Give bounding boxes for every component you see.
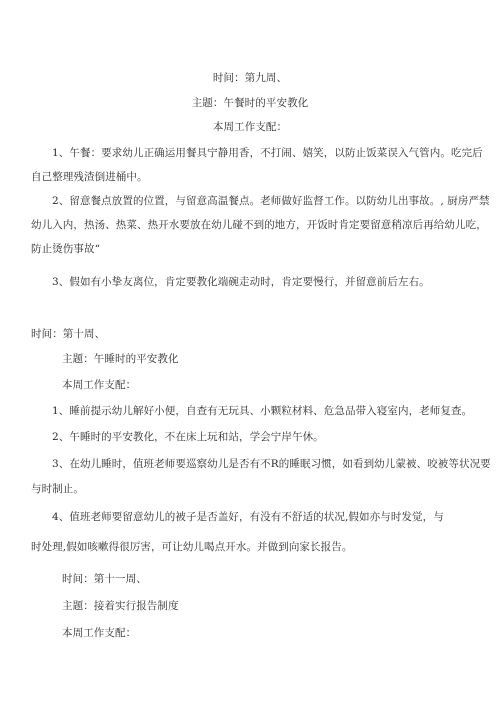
section1-theme: 主题：午餐时的平安教化 xyxy=(191,97,309,109)
section1-item-2-cont-a: 幼儿入内，热汤、热菜、热开水要放在幼儿碰不到的地方，开饭时肯定要留意稍凉后再给幼儿吃， xyxy=(31,219,487,231)
section2-item-3: 3、在幼儿睡时，值班老师要巡察幼儿是否有不R的睡眠习惯，如看到幼儿蒙被、咬被等状况要 xyxy=(52,458,491,470)
section2-theme: 主题：午睡时的平安教化 xyxy=(62,353,179,365)
section3-time: 时间：第十一周、 xyxy=(62,573,147,585)
section2-item-1: 1、睡前提示幼儿解好小便，自查有无玩具、小颗粒材料、危急品带入寝室内，老师复查。 xyxy=(52,405,473,417)
section3-theme: 主题：接着实行报告制度 xyxy=(62,600,179,612)
section1-item-1-cont: 自己整理残渣倒进桶中。 xyxy=(31,171,148,183)
section1-item-2: 2、留意餐点放置的位置，与留意高温餐点。老师做好监督工作。以防幼儿出事故。, 厨房严禁 xyxy=(52,195,490,207)
section2-item-3-cont: 与时制止。 xyxy=(31,483,84,495)
section1-work-heading: 本周工作支配： xyxy=(212,121,288,133)
section2-work-heading: 本周工作支配： xyxy=(62,379,137,391)
section1-item-3: 3、假如有小挚友离位，肯定要教化端碗走动时，肯定要慢行，并留意前后左右。 xyxy=(52,276,430,288)
section2-item-2: 2、午睡时的平安教化，不在床上玩和站，学会宁岸午休。 xyxy=(52,431,324,443)
section1-time: 时间：第九周、 xyxy=(212,72,288,84)
section1-item-2-cont-b: 防止烫伤事故“ xyxy=(31,243,101,255)
section2-time: 时间：第十周、 xyxy=(31,328,106,340)
section2-item-4-cont: 时处理,假如咳嗽得很厉害，可让幼儿喝点开水。并做到向家长报告。 xyxy=(31,541,353,553)
section3-work-heading: 本周工作支配： xyxy=(62,627,137,639)
section1-item-1: 1、午餐：要求幼儿正确运用餐具宁静用香，不打闹、嬉笑，以防止饭菜误入气管内。吃完后 xyxy=(52,147,483,159)
section2-item-4: 4、值班老师要留意幼儿的被子是否盖好，有没有不舒适的状况,假如亦与时发觉，与 xyxy=(52,511,444,523)
